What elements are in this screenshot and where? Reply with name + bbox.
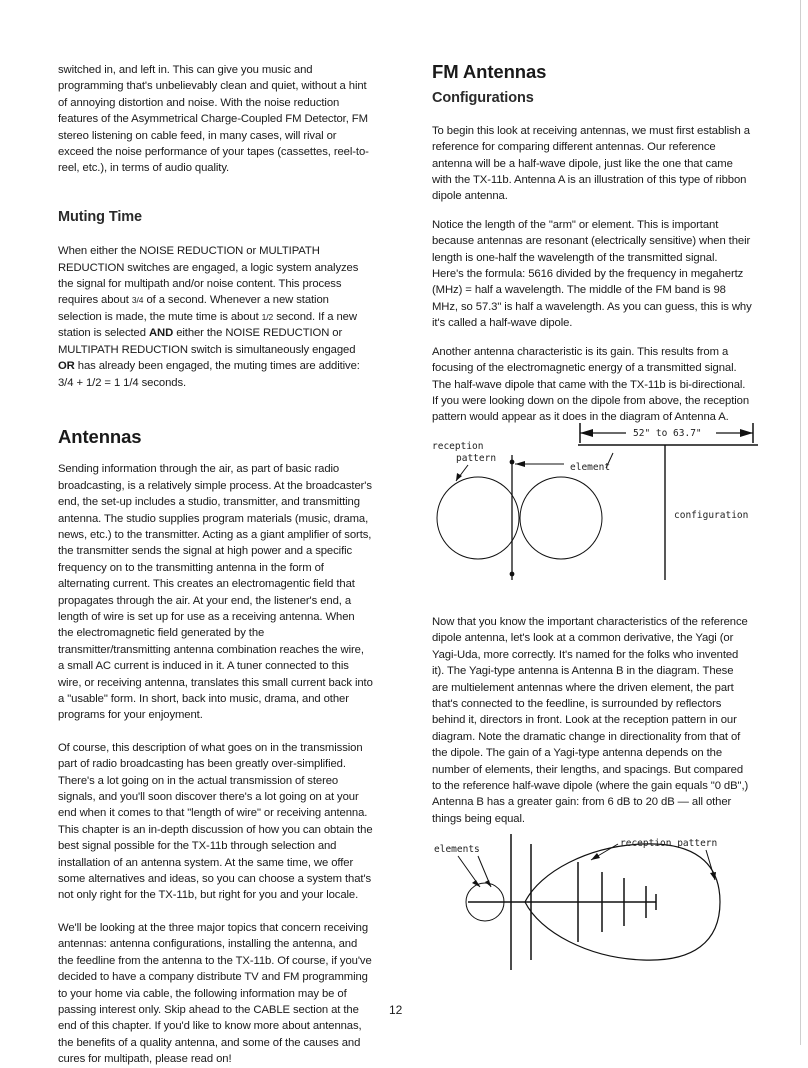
configurations-paragraph-2: Notice the length of the "arm" or element. This is important because antennas are resonant (electrically sensitive) when their length is one-half the wavelength of the transmitted signal. Here's the formula: 5616 divided by the frequency in megahertz (MHz) = half a wavelength. The middle of the FM band is 98 MHz, so 57.3" is half a wavelength. As you can guess, this is why it's called a half-wave dipole. [432,218,752,330]
muting-formula: 3/4 + 1/2 = 1 1/4 seconds. [58,376,187,389]
reception-pattern-pointer-2-head [710,872,716,880]
configuration-label: configuration [674,510,749,521]
page-edge-shadow [800,0,801,1045]
antennas-paragraph-2: Of course, this description of what goes on in the transmission part of radio broadcasting has been greatly over-simplified. There's a lot going on in the actual transmission of stereo signals, and you'll soon discover there's a lot going on at your end when it comes to that "length of wire" or receiving antenna. This chapter is an in-depth discussion of how you can obtain the best signal possible for the TX-11b through selection and installation of an antenna system. At the same time, we offer some alternatives and ideas, so you can choose a system that's not only right for the TX-11b, but right for you and your locale. [58,741,373,902]
dimension-arrow-left [580,429,593,437]
antenna-a-diagram [428,415,768,595]
dimension-arrow-right [740,429,753,437]
intro-paragraph: switched in, and left in. This can give you music and programming that's unbelievably clean and quiet, without a hint of annoying distortion and noise. With the noise reduction features of the Asymmetrical Charge-Coupled FM Detector, FM stereo listening on cable feed, in many cases, will rival or exceed the noise performance of your tapes (cassettes, reel-to-reel, etc.), in terms of audio quality. [58,64,369,175]
antenna-b-diagram [428,832,758,982]
antennas-heading: Antennas [58,425,142,447]
muting-or: OR [58,360,75,373]
dipole-end-top [510,460,515,465]
pattern-lobe-right [520,477,602,559]
muting-fraction-2: 1/2 [261,311,274,322]
elements-label: elements [434,844,480,855]
right-column-bottom [432,614,752,827]
configurations-heading: Configurations [432,90,534,107]
muting-text-1: When either the NOISE REDUCTION or MULTIPATH REDUCTION switches are engaged, a logic system analyzes the signal for multipath and/or noise content. This process requires about [58,245,359,307]
configurations-paragraph-3: Another antenna characteristic is its gain. This results from a focusing of the electromagnetic energy of a transmitted signal. The half-wave dipole that came with the TX-11b is bi-directional. If you were looking down on the dipole from above, the reception pattern would appear as it does in the diagram of Antenna A. [432,345,750,424]
antennas-paragraph-1: Sending information through the air, as part of basic radio broadcasting, is a relatively simple process. At the broadcaster's end, the set-up includes a studio, transmitter, and transmitting antenna. The studio supplies program materials (music, drama, news, etc.) to the transmitter. Acting as a giant amplifier of sorts, the transmitter sends the signal at high power and a specific frequency on to the transmitting antenna in the form of alternating current. This creates an electromagentic field that propagates through the air. At your end, the listener's end, a length of wire is set up for use as a receiving antenna. When the electromagnetic field generated by the transmitter/transmitting antenna combination reaches the wire, a small AC current is induced in it. A tuner connected to this wire, or receiving antenna, translates this small current back into a "usable" form. In short, back into music, drama, and other programs for your enjoyment. [58,463,373,722]
muting-fraction-1: 3/4 [131,295,144,306]
muting-and: AND [148,327,174,340]
muting-text-2: of a second. Whenever a new station selection is made, the mute time is about [58,294,329,323]
elements-pointer-1-head [472,880,480,887]
reception-pattern-pointer-head [591,853,600,860]
element-label: element [570,462,611,473]
left-column [58,62,373,1068]
muting-time-heading: Muting Time [58,208,143,225]
fm-antennas-heading: FM Antennas [432,61,547,82]
reception-label-line1: reception [432,441,484,452]
page-number: 12 [389,1003,403,1017]
muting-time-paragraph [58,243,373,391]
reception-label-line2: pattern [456,453,497,464]
muting-text-4: either the NOISE REDUCTION or MULTIPATH REDUCTION switch is simultaneously engaged [58,327,356,356]
configurations-paragraph-4: Now that you know the important characteristics of the reference dipole antenna, let's look at a common derivative, the Yagi (or Yagi-Uda, more correctly. It's named for the folks who invented it). The Yagi-type antenna is Antenna B in the diagram. These are multielement antennas where the driven element, the part that's connected to the feedline, is surrounded by reflectors behind it, directors in front. Look at the reception pattern in our diagram. Note the dramatic change in directionality from that of the dipole. The gain of a Yagi-type antenna depends on the number of elements, their lengths, and spacings. But compared to the reference half-wave dipole (where the gain equals "0 dB",) Antenna B has a greater gain: from 6 dB to 20 dB — all other things being equal. [432,616,749,825]
antennas-paragraph-3: We'll be looking at the three major topics that concern receiving antennas: antenna configurations, installing the antenna, and the feedline from the antenna to the TX-11b. Of course, if you've decided to have a company distribute TV and FM programming to your home via cable, the following information may be of passing interest only. Skip ahead to the CABLE section at the end of this chapter. If you'd like to know more about antennas, the benefits of a quality antenna, and some of the causes and cures for multipath, please read on! [58,921,372,1066]
muting-text-3: second. If a new station is selected [58,310,357,340]
configurations-paragraph-1: To begin this look at receiving antennas, we must first establish a reference for comparing different antennas. Our reference antenna will be a half-wave dipole, just like the one that came with the TX-11b. Antenna A is an illustration of this type of ribbon dipole antenna. [432,124,750,203]
dimension-label: 52" to 63.7" [633,428,702,439]
pattern-lobe-left [437,477,519,559]
reception-pattern-label: reception pattern [620,838,718,849]
dipole-end-bottom [510,572,515,577]
right-column-top [432,61,752,426]
muting-text-5: has already been engaged, the muting times are additive: [77,360,360,373]
element-arrow-head [515,461,525,467]
